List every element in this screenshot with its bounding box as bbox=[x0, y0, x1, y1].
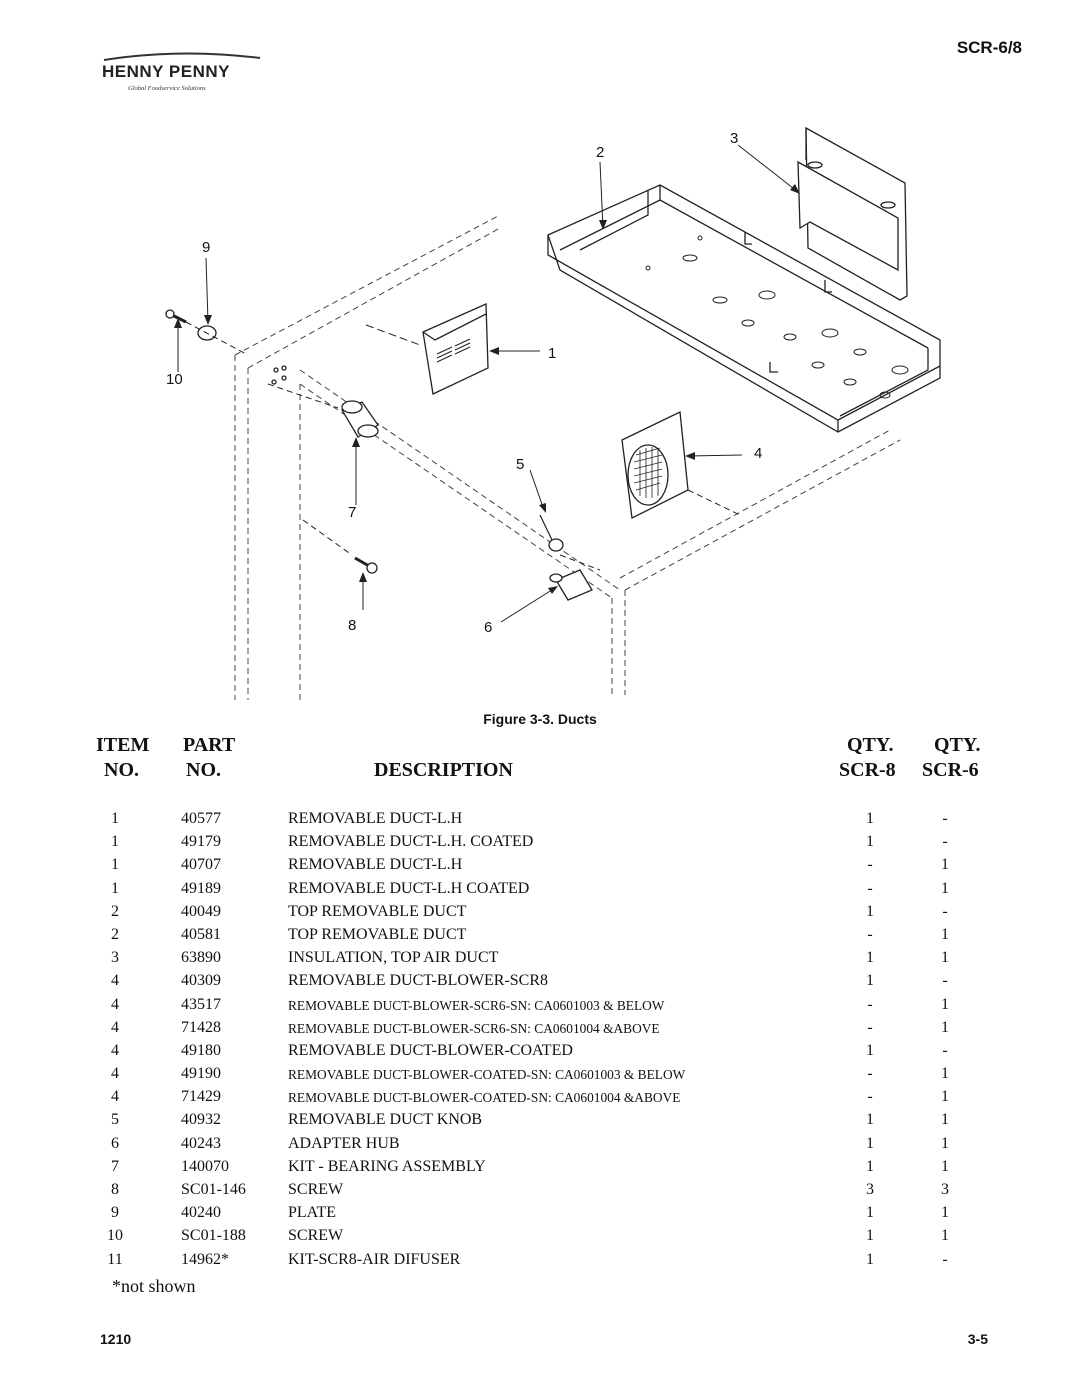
description-cell: KIT - BEARING ASSEMBLY bbox=[288, 1157, 486, 1175]
table-row bbox=[0, 880, 1080, 903]
qty-scr8-cell: 1 bbox=[866, 833, 874, 851]
part-no-cell: 40581 bbox=[181, 925, 221, 943]
qty-scr6-cell: - bbox=[942, 902, 948, 920]
item-no-cell: 4 bbox=[111, 972, 119, 990]
description-cell: SCREW bbox=[288, 1227, 344, 1245]
part-no-cell: 40309 bbox=[181, 972, 221, 990]
footer-date-code: 1210 bbox=[100, 1331, 132, 1347]
qty-scr8-cell: 1 bbox=[866, 1134, 874, 1152]
table-row bbox=[0, 810, 1080, 833]
description-cell: SCREW bbox=[288, 1181, 344, 1198]
qty-scr6-cell: 1 bbox=[941, 1065, 949, 1083]
description-cell: INSULATION, TOP AIR DUCT bbox=[288, 949, 499, 967]
header-qty-scr6: QTY. bbox=[934, 734, 981, 756]
qty-scr6-cell: - bbox=[942, 972, 948, 990]
qty-scr8-cell: 1 bbox=[866, 1157, 874, 1175]
part-no-cell: 43517 bbox=[181, 995, 221, 1013]
qty-scr8-cell: - bbox=[867, 856, 873, 874]
table-row bbox=[0, 1135, 1080, 1158]
item-no-cell: 10 bbox=[107, 1227, 123, 1245]
qty-scr6-cell: 1 bbox=[941, 856, 949, 874]
header-scr6: SCR-6 bbox=[922, 759, 979, 781]
description-cell: REMOVABLE DUCT-BLOWER-SCR8 bbox=[288, 972, 549, 990]
table-row bbox=[0, 972, 1080, 995]
part-no-cell: 40240 bbox=[181, 1204, 221, 1222]
description-cell: ADAPTER HUB bbox=[288, 1134, 400, 1152]
description-cell: REMOVABLE DUCT-BLOWER-SCR6-SN: CA0601003 & BELOW bbox=[288, 997, 665, 1013]
qty-scr8-cell: 1 bbox=[866, 902, 874, 920]
callout-5: 5 bbox=[516, 456, 525, 473]
table-row bbox=[0, 1251, 1080, 1274]
table-row bbox=[0, 1158, 1080, 1181]
qty-scr8-cell: 1 bbox=[866, 810, 874, 827]
table-row bbox=[0, 1088, 1080, 1111]
callout-7: 7 bbox=[348, 504, 357, 521]
item-no-cell: 9 bbox=[111, 1204, 119, 1222]
qty-scr6-cell: 1 bbox=[941, 1111, 949, 1129]
item-no-cell: 4 bbox=[111, 995, 119, 1013]
qty-scr6-cell: 1 bbox=[941, 1134, 949, 1152]
callout-6: 6 bbox=[484, 619, 493, 636]
part-no-cell: 40243 bbox=[181, 1134, 221, 1152]
part-no-cell: SC01-146 bbox=[181, 1181, 246, 1198]
figure-caption: Figure 3-3. Ducts bbox=[483, 711, 597, 727]
table-row bbox=[0, 1227, 1080, 1250]
description-cell: REMOVABLE DUCT-BLOWER-COATED-SN: CA0601004 &ABOVE bbox=[288, 1090, 681, 1106]
description-cell: TOP REMOVABLE DUCT bbox=[288, 925, 467, 943]
part-no-cell: SC01-188 bbox=[181, 1227, 246, 1245]
callout-3: 3 bbox=[730, 130, 739, 147]
parts-table bbox=[0, 810, 1080, 1274]
table-row bbox=[0, 1111, 1080, 1134]
removable-duct-small bbox=[366, 304, 488, 394]
item-no-cell: 11 bbox=[107, 1250, 123, 1268]
bearing-assembly bbox=[268, 366, 378, 437]
item-no-cell: 4 bbox=[111, 1065, 119, 1083]
qty-scr8-cell: 3 bbox=[866, 1181, 874, 1198]
item-no-cell: 1 bbox=[111, 833, 119, 851]
part-no-cell: 49190 bbox=[181, 1065, 221, 1083]
qty-scr8-cell: 1 bbox=[866, 949, 874, 967]
part-no-cell: 71429 bbox=[181, 1088, 221, 1106]
table-row bbox=[0, 996, 1080, 1019]
header-scr8: SCR-8 bbox=[839, 759, 896, 781]
description-cell: TOP REMOVABLE DUCT bbox=[288, 902, 467, 920]
qty-scr6-cell: 1 bbox=[941, 1157, 949, 1175]
qty-scr6-cell: - bbox=[942, 833, 948, 851]
description-cell: REMOVABLE DUCT-BLOWER-COATED-SN: CA0601003 & BELOW bbox=[288, 1067, 686, 1083]
callout-8: 8 bbox=[348, 617, 357, 634]
header-qty-scr8: QTY. bbox=[847, 734, 894, 756]
description-cell: REMOVABLE DUCT-L.H. COATED bbox=[288, 833, 534, 851]
table-row bbox=[0, 1181, 1080, 1204]
part-no-cell: 49179 bbox=[181, 833, 221, 851]
qty-scr8-cell: 1 bbox=[866, 1204, 874, 1222]
part-no-cell: 71428 bbox=[181, 1018, 221, 1036]
header-item-no: NO. bbox=[104, 759, 139, 781]
description-cell: REMOVABLE DUCT KNOB bbox=[288, 1111, 483, 1129]
qty-scr8-cell: - bbox=[867, 925, 873, 943]
qty-scr8-cell: - bbox=[867, 879, 873, 897]
item-no-cell: 1 bbox=[111, 856, 119, 874]
qty-scr8-cell: - bbox=[867, 1018, 873, 1036]
part-no-cell: 40707 bbox=[181, 856, 221, 874]
qty-scr6-cell: - bbox=[942, 1041, 948, 1059]
qty-scr6-cell: 1 bbox=[941, 1204, 949, 1222]
part-no-cell: 140070 bbox=[181, 1157, 229, 1175]
header-item: ITEM bbox=[96, 734, 150, 756]
qty-scr6-cell: 1 bbox=[941, 1088, 949, 1106]
qty-scr8-cell: 1 bbox=[866, 1111, 874, 1129]
item-no-cell: 6 bbox=[111, 1134, 119, 1152]
table-row bbox=[0, 903, 1080, 926]
qty-scr6-cell: 1 bbox=[941, 949, 949, 967]
description-cell: REMOVABLE DUCT-L.H bbox=[288, 810, 463, 827]
logo-text: HENNY PENNY bbox=[102, 62, 230, 81]
henny-penny-logo bbox=[100, 50, 270, 100]
description-cell: KIT-SCR8-AIR DIFUSER bbox=[288, 1250, 461, 1268]
part-no-cell: 49180 bbox=[181, 1041, 221, 1059]
description-cell: PLATE bbox=[288, 1204, 336, 1222]
item-no-cell: 8 bbox=[111, 1181, 119, 1198]
qty-scr6-cell: 1 bbox=[941, 1227, 949, 1245]
removable-duct-blower bbox=[622, 412, 740, 518]
qty-scr6-cell: 1 bbox=[941, 925, 949, 943]
item-no-cell: 2 bbox=[111, 902, 119, 920]
item-no-cell: 7 bbox=[111, 1157, 119, 1175]
table-row bbox=[0, 833, 1080, 856]
table-row bbox=[0, 949, 1080, 972]
callout-2: 2 bbox=[596, 144, 605, 161]
description-cell: REMOVABLE DUCT-L.H bbox=[288, 856, 463, 874]
part-no-cell: 40577 bbox=[181, 810, 221, 827]
description-cell: REMOVABLE DUCT-BLOWER-SCR6-SN: CA0601004 &ABOVE bbox=[288, 1020, 660, 1036]
part-no-cell: 14962* bbox=[181, 1250, 229, 1268]
qty-scr6-cell: - bbox=[942, 1250, 948, 1268]
qty-scr6-cell: - bbox=[942, 810, 948, 827]
callout-1: 1 bbox=[548, 345, 557, 362]
logo-tagline: Global Foodservice Solutions bbox=[128, 85, 206, 92]
table-row bbox=[0, 856, 1080, 879]
item-no-cell: 4 bbox=[111, 1088, 119, 1106]
item-no-cell: 3 bbox=[111, 949, 119, 967]
part-no-cell: 49189 bbox=[181, 879, 221, 897]
part-no-cell: 63890 bbox=[181, 949, 221, 967]
qty-scr8-cell: 1 bbox=[866, 1227, 874, 1245]
footer-page-number: 3-5 bbox=[967, 1331, 988, 1347]
header-part: PART bbox=[183, 734, 236, 756]
item-no-cell: 2 bbox=[111, 925, 119, 943]
qty-scr6-cell: 3 bbox=[941, 1181, 949, 1198]
part-no-cell: 40932 bbox=[181, 1111, 221, 1129]
qty-scr6-cell: 1 bbox=[941, 879, 949, 897]
qty-scr6-cell: 1 bbox=[941, 995, 949, 1013]
callout-4: 4 bbox=[754, 445, 763, 462]
qty-scr6-cell: 1 bbox=[941, 1018, 949, 1036]
table-row bbox=[0, 1204, 1080, 1227]
item-no-cell: 1 bbox=[111, 810, 119, 827]
header-description: DESCRIPTION bbox=[374, 759, 513, 781]
table-row bbox=[0, 1042, 1080, 1065]
ducts-diagram bbox=[140, 110, 980, 710]
footnote: *not shown bbox=[112, 1276, 196, 1296]
callout-10: 10 bbox=[166, 371, 183, 388]
model-label: SCR-6/8 bbox=[956, 38, 1022, 57]
knob-and-hub bbox=[540, 515, 600, 600]
description-cell: REMOVABLE DUCT-L.H COATED bbox=[288, 879, 530, 897]
table-row bbox=[0, 1019, 1080, 1042]
item-no-cell: 1 bbox=[111, 879, 119, 897]
qty-scr8-cell: 1 bbox=[866, 1250, 874, 1268]
qty-scr8-cell: - bbox=[867, 1088, 873, 1106]
callout-9: 9 bbox=[202, 239, 211, 256]
description-cell: REMOVABLE DUCT-BLOWER-COATED bbox=[288, 1041, 573, 1059]
qty-scr8-cell: 1 bbox=[866, 972, 874, 990]
qty-scr8-cell: - bbox=[867, 1065, 873, 1083]
qty-scr8-cell: 1 bbox=[866, 1041, 874, 1059]
part-no-cell: 40049 bbox=[181, 902, 221, 920]
item-no-cell: 4 bbox=[111, 1041, 119, 1059]
qty-scr8-cell: - bbox=[867, 995, 873, 1013]
table-row bbox=[0, 926, 1080, 949]
header-part-no: NO. bbox=[186, 759, 221, 781]
table-row bbox=[0, 1065, 1080, 1088]
item-no-cell: 4 bbox=[111, 1018, 119, 1036]
screw-8 bbox=[303, 520, 377, 573]
item-no-cell: 5 bbox=[111, 1111, 119, 1129]
